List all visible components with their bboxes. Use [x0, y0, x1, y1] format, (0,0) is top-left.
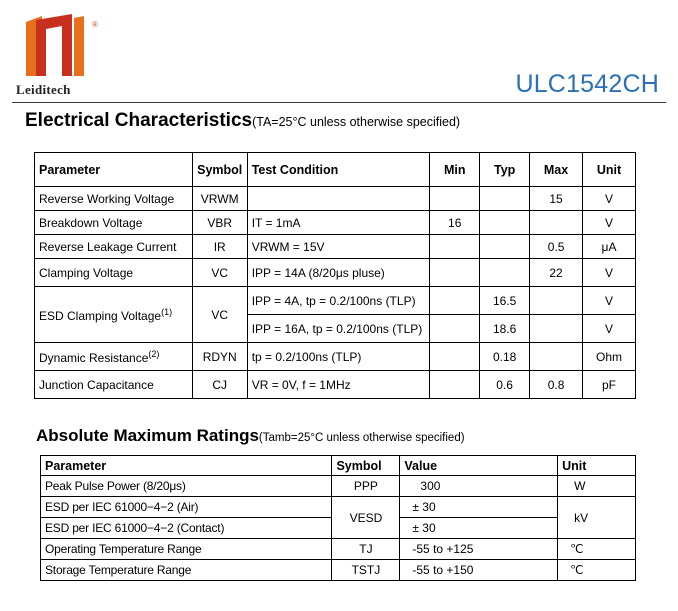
header-symbol: Symbol: [192, 153, 247, 187]
table-header-row: [35, 153, 636, 187]
value-cell: 300: [400, 476, 558, 497]
typ-cell: [480, 211, 530, 235]
parameter-cell: Junction Capacitance: [35, 371, 193, 399]
condition-cell: IT = 1mA: [247, 211, 430, 235]
max-cell: [530, 315, 583, 343]
unit-cell: V: [583, 287, 636, 315]
unit-cell: W: [558, 476, 636, 497]
min-cell: [430, 315, 480, 343]
unit-cell: μA: [583, 235, 636, 259]
parameter-cell: ESD per IEC 61000−4−2 (Contact): [41, 518, 332, 539]
unit-cell: V: [583, 315, 636, 343]
typ-cell: 16.5: [480, 287, 530, 315]
condition-cell: IPP = 16A, tp = 0.2/100ns (TLP): [247, 315, 430, 343]
min-cell: [430, 343, 480, 371]
absolute-table: [40, 455, 636, 581]
table-row: [35, 187, 636, 211]
electrical-table: [34, 152, 636, 399]
table-row: [41, 539, 636, 560]
typ-cell: 0.18: [480, 343, 530, 371]
header-symbol: Symbol: [332, 456, 400, 476]
header-value: Value: [400, 456, 558, 476]
value-cell: -55 to +150: [400, 560, 558, 581]
symbol-cell: CJ: [192, 371, 247, 399]
min-cell: [430, 235, 480, 259]
max-cell: 15: [530, 187, 583, 211]
parameter-cell: Breakdown Voltage: [35, 211, 193, 235]
condition-cell: VRWM = 15V: [247, 235, 430, 259]
min-cell: 16: [430, 211, 480, 235]
min-cell: [430, 371, 480, 399]
condition-cell: IPP = 4A, tp = 0.2/100ns (TLP): [247, 287, 430, 315]
max-cell: 0.5: [530, 235, 583, 259]
symbol-cell: VBR: [192, 211, 247, 235]
table-row: [41, 497, 636, 518]
condition-cell: IPP = 14A (8/20μs pluse): [247, 259, 430, 287]
max-cell: [530, 343, 583, 371]
unit-cell: V: [583, 259, 636, 287]
registered-mark: ®: [92, 20, 98, 29]
table-row: [35, 287, 636, 315]
unit-cell: Ohm: [583, 343, 636, 371]
leiditech-logo-icon: [22, 14, 88, 78]
part-number: ULC1542CH: [515, 70, 659, 98]
header-divider: [12, 102, 666, 103]
parameter-cell: Peak Pulse Power (8/20μs): [41, 476, 332, 497]
parameter-cell: Reverse Working Voltage: [35, 187, 193, 211]
parameter-cell: ESD per IEC 61000−4−2 (Air): [41, 497, 332, 518]
max-cell: 22: [530, 259, 583, 287]
header-typ: Typ: [480, 153, 530, 187]
symbol-cell: VC: [192, 287, 247, 343]
unit-cell: V: [583, 187, 636, 211]
brand-name: Leiditech: [16, 82, 71, 97]
max-cell: [530, 211, 583, 235]
table-row: [35, 343, 636, 371]
footnote-marker: (2): [148, 348, 160, 359]
header-parameter: Parameter: [41, 456, 332, 476]
max-cell: [530, 287, 583, 315]
condition-cell: [247, 187, 430, 211]
parameter-cell: Reverse Leakage Current: [35, 235, 193, 259]
condition-cell: VR = 0V, f = 1MHz: [247, 371, 430, 399]
symbol-cell: TJ: [332, 539, 400, 560]
footnote-marker: (1): [161, 306, 173, 317]
unit-cell: V: [583, 211, 636, 235]
table-row: [35, 371, 636, 399]
unit-cell: pF: [583, 371, 636, 399]
min-cell: [430, 259, 480, 287]
symbol-cell: IR: [192, 235, 247, 259]
header-condition: Test Condition: [247, 153, 430, 187]
absolute-title: [36, 426, 465, 446]
condition-cell: tp = 0.2/100ns (TLP): [247, 343, 430, 371]
header-unit: Unit: [583, 153, 636, 187]
header-parameter: Parameter: [35, 153, 193, 187]
table-row: [35, 259, 636, 287]
unit-cell: ℃: [558, 539, 636, 560]
parameter-cell: [35, 287, 193, 343]
table-row: [41, 476, 636, 497]
parameter-cell: Storage Temperature Range: [41, 560, 332, 581]
parameter-text: ESD Clamping Voltage: [39, 308, 162, 323]
table-header-row: [41, 456, 636, 476]
min-cell: [430, 187, 480, 211]
header-max: Max: [530, 153, 583, 187]
table-row: [35, 211, 636, 235]
symbol-cell: PPP: [332, 476, 400, 497]
symbol-cell: TSTJ: [332, 560, 400, 581]
value-cell: ± 30: [400, 497, 558, 518]
absolute-note: (Tamb=25°C unless otherwise specified): [258, 432, 465, 444]
max-cell: 0.8: [530, 371, 583, 399]
symbol-cell: VC: [192, 259, 247, 287]
unit-cell: kV: [558, 497, 636, 539]
electrical-title: [25, 110, 460, 132]
min-cell: [430, 287, 480, 315]
parameter-cell: Clamping Voltage: [35, 259, 193, 287]
parameter-cell: [35, 343, 193, 371]
symbol-cell: VRWM: [192, 187, 247, 211]
table-row: [41, 560, 636, 581]
typ-cell: 18.6: [480, 315, 530, 343]
typ-cell: [480, 187, 530, 211]
symbol-cell: RDYN: [192, 343, 247, 371]
typ-cell: [480, 235, 530, 259]
typ-cell: [480, 259, 530, 287]
electrical-note: (TA=25°C unless otherwise specified): [252, 115, 461, 129]
unit-cell: ℃: [558, 560, 636, 581]
value-cell: -55 to +125: [400, 539, 558, 560]
value-cell: ± 30: [400, 518, 558, 539]
symbol-cell: VESD: [332, 497, 400, 539]
header-min: Min: [430, 153, 480, 187]
electrical-title-text: Electrical Characteristics: [25, 110, 253, 131]
absolute-title-text: Absolute Maximum Ratings: [36, 426, 259, 445]
parameter-text: Dynamic Resistance: [39, 350, 149, 365]
header-unit: Unit: [558, 456, 636, 476]
table-row: [35, 235, 636, 259]
parameter-cell: Operating Temperature Range: [41, 539, 332, 560]
typ-cell: 0.6: [480, 371, 530, 399]
